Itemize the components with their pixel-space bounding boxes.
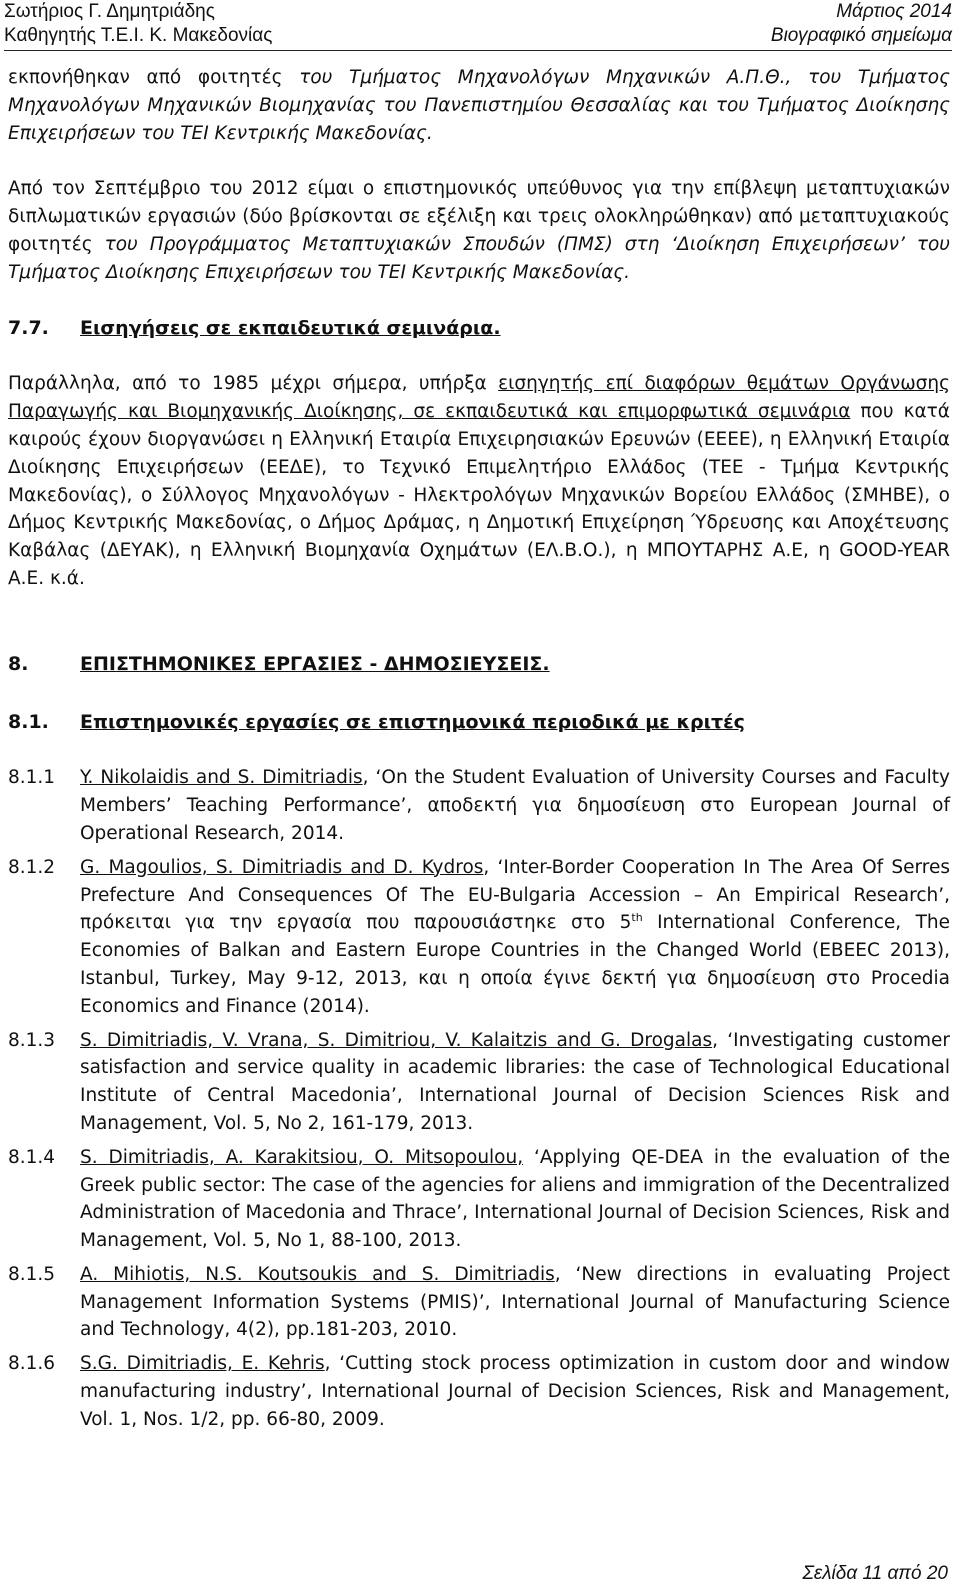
reference-authors: S. Dimitriadis, V. Vrana, S. Dimitriou, V. Kalaitzis and G. Drogalas	[80, 1029, 713, 1051]
paragraph-students-continued	[8, 64, 950, 147]
section-title: ΕΠΙΣΤΗΜΟΝΙΚΕΣ ΕΡΓΑΣΙΕΣ - ΔΗΜΟΣΙΕΥΣΕΙΣ.	[80, 652, 550, 675]
reference-item	[8, 1350, 950, 1433]
reference-body: , ‘Inter-Border Cooperation In The Area Of Serres Prefecture And Consequences Of The EU-Bulgaria Accession – An Empirical Research’, πρόκειται για την εργασία που παρουσιάστηκε στο 5	[80, 856, 951, 934]
paragraph-text: Από τον Σεπτέμβριο του 2012 είμαι ο επιστημονικός υπεύθυνος για την επίβλεψη μεταπτυχιακών διπλωματικών εργασιών (δύο βρίσκονται σε εξέλιξη και τρεις ολοκληρώθηκαν) από μεταπτυχιακούς φοιτητές	[8, 178, 950, 255]
reference-number: 8.1.6	[8, 1353, 56, 1375]
section-heading-7-7	[8, 315, 950, 343]
reference-item	[8, 1144, 950, 1255]
header-left	[4, 0, 272, 48]
reference-number: 8.1.1	[8, 767, 56, 789]
reference-number: 8.1.4	[8, 1146, 56, 1168]
section-title: Εισηγήσεις σε εκπαιδευτικά σεμινάρια.	[80, 316, 501, 339]
reference-authors: S.G. Dimitriadis, E. Kehris	[80, 1353, 325, 1375]
paragraph-text: που κατά καιρούς έχουν διοργανώσει η Ελληνική Εταιρία Επιχειρησιακών Ερευνών (ΕΕΕΕ), η Ελληνική Εταιρία Διοίκησης Επιχειρήσεων (ΕΕΔΕ), το Τεχνικό Επιμελητήριο Ελλάδος (ΤΕΕ - Τμήμα Κεντρικής Μακεδονίας), ο Σύλλογος Μηχανολόγων - Ηλεκτρολόγων Μηχανικών Βορείου Ελλάδος (ΣΜΗΒΕ), ο Δήμος Κεντρικής Μακεδονίας, ο Δήμος Δράμας, η Δημοτική Επιχείρηση Ύδρευσης και Αποχέτευσης Καβάλας (ΔΕΥΑΚ), η Ελληνική Βιομηχανία Οχημάτων (ΕΛ.Β.Ο.), η ΜΠΟΥΤΑΡΗΣ Α.Ε, η GOOD-YEAR Α.Ε. κ.ά.	[8, 401, 950, 589]
reference-authors: G. Magoulios, S. Dimitriadis and D. Kydros	[80, 856, 484, 878]
paragraph-text: Παράλληλα, από το 1985 μέχρι σήμερα, υπήρξα	[8, 373, 499, 395]
header-author: Σωτήριος Γ. Δημητριάδης	[4, 1, 215, 22]
page-content	[8, 64, 950, 1440]
reference-text	[80, 1144, 950, 1255]
paragraph-seminars	[8, 370, 950, 592]
paragraph-italic-text: του Προγράμματος Μεταπτυχιακών Σπουδών (ΠΜΣ) στη ‘Διοίκηση Επιχειρήσεων’ του Τμήματος Διοίκησης Επιχειρήσεων του ΤΕΙ Κεντρικής Μακεδονίας.	[8, 233, 950, 283]
reference-text	[80, 764, 950, 847]
reference-body: , ‘Cutting stock process optimization in custom door and window manufacturing industry’, International Journal of Decision Sciences, Risk and Management, Vol. 1, Nos. 1/2, pp. 66-80, 2009.	[80, 1353, 950, 1430]
reference-body: ‘Applying QE-DEA in the evaluation of the Greek public sector: The case of the agencies for aliens and immigration of the Decentralized Administration of Macedonia and Thrace’, International Journal of Decision Sciences, Risk and Management, Vol. 5, No 1, 88-100, 2013.	[80, 1146, 950, 1252]
paragraph-underlined-text: εισηγητής επί διαφόρων θεμάτων Οργάνωσης Παραγωγής και Βιομηχανικής Διοίκησης, σε εκπαιδευτικά και επιμορφωτικά σεμινάρια	[8, 373, 950, 423]
reference-body: , ‘On the Student Evaluation of University Courses and Faculty Members’ Teaching Performance’, αποδεκτή για δημοσίευση στο European Journal of Operational Research, 2014.	[80, 767, 951, 844]
reference-body: , ‘New directions in evaluating Project Management Information Systems (PMIS)’, International Journal of Manufacturing Science and Technology, 4(2), pp.181-203, 2010.	[80, 1263, 950, 1341]
paragraph-text: εκπονήθηκαν από φοιτητές	[8, 67, 300, 88]
section-number: 8.1.	[8, 710, 49, 733]
paragraph-italic-text: του Τμήματος Μηχανολόγων Μηχανικών Α.Π.Θ., του Τμήματος Μηχανολόγων Μηχανικών Βιομηχανίας του Πανεπιστημίου Θεσσαλίας και του Τμήματος Διοίκησης Επιχειρήσεων του ΤΕΙ Κεντρικής Μακεδονίας.	[8, 67, 950, 144]
reference-body: , ‘Investigating customer satisfaction and service quality in academic libraries: the case of Technological Educational Institute of Central Macedonia’, International Journal of Decision Sciences Risk and Management, Vol. 5, No 2, 161-179, 2013.	[80, 1029, 951, 1134]
reference-authors: S. Dimitriadis, A. Karakitsiou, O. Mitsopoulou,	[80, 1146, 524, 1168]
reference-number: 8.1.5	[8, 1263, 56, 1285]
reference-text	[80, 1350, 950, 1433]
reference-text	[80, 854, 950, 1021]
reference-item	[8, 1027, 950, 1138]
paragraph-supervision	[8, 175, 950, 286]
reference-superscript: th	[631, 911, 643, 925]
page-header	[4, 0, 952, 51]
header-position: Καθηγητής Τ.Ε.Ι. Κ. Μακεδονίας	[4, 25, 273, 46]
section-number: 7.7.	[8, 316, 49, 339]
section-title: Επιστημονικές εργασίες σε επιστημονικά περιοδικά με κριτές	[80, 710, 745, 733]
header-doc-type: Βιογραφικό σημείωμα	[770, 25, 952, 46]
reference-authors: Y. Nikolaidis and S. Dimitriadis	[80, 767, 363, 789]
reference-item	[8, 854, 950, 1021]
reference-text	[80, 1027, 950, 1138]
reference-number: 8.1.3	[8, 1029, 56, 1051]
reference-item	[8, 1261, 950, 1344]
reference-text	[80, 1261, 950, 1344]
section-heading-8	[8, 651, 950, 679]
reference-body: International Conference, The Economies of Balkan and Eastern Europe Countries in the Changed World (EBEEC 2013), Istanbul, Turkey, May 9-12, 2013, και η οποία έγινε δεκτή για δημοσίευση στο Procedia Economics and Finance (2014).	[80, 912, 950, 1017]
section-number: 8.	[8, 652, 29, 675]
header-right	[771, 0, 952, 48]
reference-authors: A. Mihiotis, N.S. Koutsoukis and S. Dimitriadis	[80, 1263, 555, 1285]
header-date: Μάρτιος 2014	[836, 1, 952, 22]
reference-number: 8.1.2	[8, 856, 56, 878]
section-heading-8-1	[8, 709, 950, 737]
page-number: Σελίδα 11 από 20	[802, 1563, 948, 1584]
reference-item	[8, 764, 950, 847]
